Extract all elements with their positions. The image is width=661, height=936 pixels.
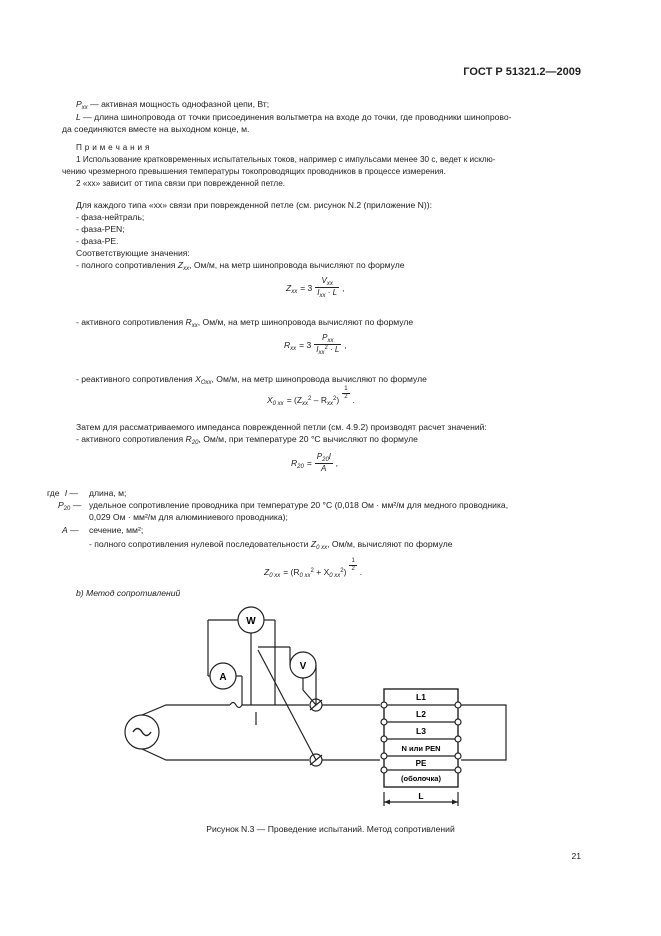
bus-label-l1: L1 <box>416 692 426 702</box>
bus-terminal-n-right <box>455 753 461 759</box>
f5-lhs: Z <box>264 566 270 577</box>
type-item-1: - фаза-нейтраль; <box>76 212 145 222</box>
f2-den-tail: · L <box>330 345 340 354</box>
f1-lhs: Z <box>286 282 292 293</box>
f2-den-sub: xx <box>318 350 325 356</box>
f2-num-sub: xx <box>327 338 334 344</box>
f4-lhs-sub: 20 <box>297 464 304 470</box>
f4-num: P <box>316 452 323 461</box>
where-a-sym: A <box>62 525 68 535</box>
f3-eq: = (Z <box>286 394 303 405</box>
where-p-text-2: 0,029 Ом · мм²/м для алюминиевого проводника); <box>89 512 288 522</box>
calc-r20-pre: - активного сопротивления <box>76 434 186 444</box>
calc-r20-sym: R <box>185 434 192 444</box>
f3-b-sup: 2 <box>333 395 337 402</box>
f3-close: ) <box>336 394 340 405</box>
f3-b-sub: xx <box>327 400 333 407</box>
f1-num: V <box>321 276 327 285</box>
def-l-line2: да соединяются вместе на выходном конце, м. <box>62 124 250 134</box>
busbar-frame <box>384 689 458 787</box>
f5-mid: + X <box>316 566 330 577</box>
notes-title: П р и м е ч а н и я <box>76 143 150 152</box>
type-item-2: - фаза-PEN; <box>76 224 125 234</box>
f1-tail: , <box>342 282 345 293</box>
f5-b-sub: 0 xx <box>329 572 341 579</box>
calc-r-sub: xx <box>191 323 198 329</box>
where-l-text: длина, м; <box>89 488 127 498</box>
f4-den: A <box>321 464 327 473</box>
bus-terminal-l1-right <box>455 702 461 708</box>
calc-x-pre: - реактивного сопротивления <box>76 374 196 384</box>
f5-exp-num: 1 <box>351 558 355 564</box>
pxx-subscript: xx <box>81 105 88 111</box>
f5-a-sub: 0 xx <box>299 572 311 579</box>
f2-den-sup: 2 <box>324 345 328 351</box>
current-coil-1 <box>230 703 242 708</box>
f4-eq: = <box>306 458 312 468</box>
where-p-sub: 20 <box>63 506 71 512</box>
f2-den: I <box>316 345 319 354</box>
where-p-sym: P <box>58 500 64 510</box>
f5-eq: = (R <box>283 566 300 577</box>
f2-eq: = 3 <box>299 339 312 350</box>
where-a-text: сечение, мм²; <box>89 525 144 535</box>
values-intro: Соответствующие значения: <box>76 248 190 258</box>
f2-num: P <box>322 333 328 342</box>
calc-r20-post: , Ом/м, при температуре 20 °С вычисляют по формуле <box>198 434 418 444</box>
f5-tail: . <box>359 566 363 577</box>
z0-pre: - полного сопротивления нулевой последовательности <box>89 539 311 549</box>
where-p-text-1: удельное сопротивление проводника при температуре 20 °С (0,018 Ом · мм²/м для медного проводника, <box>89 500 509 510</box>
calc-z-sub: xx <box>183 266 190 272</box>
wire-source-top <box>142 705 230 715</box>
f3-a-sup: 2 <box>308 395 312 402</box>
l-symbol: L <box>76 112 81 122</box>
calc-x-post: , Ом/м, на метр шинопровода вычисляют по формуле <box>211 374 427 384</box>
f3-exp-den: 2 <box>344 394 348 400</box>
meter-a-label: A <box>219 672 227 683</box>
bus-terminal-l2-right <box>455 719 461 725</box>
figure-caption: Рисунок N.3 — Проведение испытаний. Метод сопротивлений <box>206 824 455 834</box>
wire-source-bottom <box>142 749 309 760</box>
f1-den: I <box>317 288 320 297</box>
bus-label-sheath: (оболочка) <box>401 774 441 783</box>
note-1-line2: чению чрезмерного превышения температуры токопроводящих проводников в процессе измерения. <box>62 167 446 176</box>
where-a-dash: — <box>70 525 79 535</box>
f4-lhs: R <box>291 458 298 468</box>
f5-exp-den: 2 <box>351 566 355 572</box>
z0-sub: 0 xx <box>316 545 328 551</box>
wire-end-short <box>461 705 506 760</box>
calc-r-sym: R <box>185 317 192 327</box>
f3-lhs: X <box>267 394 273 405</box>
dim-arrow-right <box>452 800 458 805</box>
note-1-line1: 1 Использование кратковременных испытательных токов, например с импульсами менее 30 с, ведет к исклю- <box>76 155 496 164</box>
f4-tail: , <box>335 458 338 468</box>
calc-r-pre: - активного сопротивления <box>76 317 186 327</box>
types-intro: Для каждого типа «хх» связи при поврежденной петле (см. рисунок N.2 (приложение N)): <box>76 200 432 210</box>
bus-terminal-l3-left <box>381 736 387 742</box>
f1-den-sub: xx <box>319 293 326 299</box>
f3-exp-num: 1 <box>344 386 348 392</box>
l-text-1: — длина шинопровода от точки присоединения вольтметра на входе до точки, где проводники шинопрово- <box>80 112 512 122</box>
calc-z-sym: Z <box>177 260 184 270</box>
f1-lhs-sub: xx <box>291 288 298 295</box>
ac-wave-icon <box>133 729 151 736</box>
calc-r-post: , Ом/м, на метр шинопровода вычисляют по формуле <box>197 317 414 327</box>
z0-post: , Ом/м, вычисляют по формуле <box>327 539 453 549</box>
f3-lhs-sub: 0 xx <box>272 400 284 407</box>
f5-lhs-sub: 0 xx <box>269 572 281 579</box>
f3-tail: . <box>352 394 355 405</box>
f5-close: ) <box>343 566 347 577</box>
bus-terminal-l1-left <box>381 702 387 708</box>
calc-x-sym: X <box>195 374 201 384</box>
f1-den-tail: · L <box>327 288 338 297</box>
method-label: b) Метод сопротивлений <box>76 588 181 598</box>
z0-sym: Z <box>310 539 317 549</box>
f3-a-sub: xx <box>302 400 309 407</box>
length-label: L <box>418 791 424 801</box>
calc-z-post: , Ом/м, на метр шинопровода вычисляют по формуле <box>189 260 405 270</box>
f2-lhs: R <box>284 339 291 350</box>
f1-eq: = 3 <box>300 282 313 293</box>
calc-z-pre: - полного сопротивления <box>76 260 178 270</box>
where-l-sym: l <box>65 488 67 498</box>
f1-num-sub: xx <box>326 281 333 287</box>
meter-v-label: V <box>299 661 307 672</box>
meter-w-label: W <box>246 616 256 627</box>
bus-label-l2: L2 <box>416 709 426 719</box>
f5-a-sup: 2 <box>310 567 314 574</box>
then-line: Затем для рассматриваемого импеданса поврежденной петли (см. 4.9.2) производят расчет значений: <box>76 422 487 432</box>
bus-terminal-pe-right <box>455 767 461 773</box>
wire-v-diag <box>303 690 316 705</box>
pxx-text: — активная мощность однофазной цепи, Вт; <box>87 99 270 109</box>
bus-terminal-l2-left <box>381 719 387 725</box>
f2-lhs-sub: xx <box>290 345 297 352</box>
f5-b-sup: 2 <box>340 567 344 574</box>
bus-terminal-l3-right <box>455 736 461 742</box>
bus-label-l3: L3 <box>416 726 426 736</box>
calc-r20-sub: 20 <box>191 440 199 446</box>
calc-x-sub: Oxx <box>200 380 212 386</box>
where-lead: где <box>47 488 60 498</box>
where-l-dash: — <box>69 488 78 498</box>
f2-tail: , <box>344 339 347 350</box>
dim-arrow-left <box>384 800 390 805</box>
note-2: 2 «хх» зависит от типа связи при поврежденной петле. <box>76 179 286 188</box>
f3-mid: – R <box>313 394 327 405</box>
bus-terminal-n-left <box>381 753 387 759</box>
bus-label-n-pen: N или PEN <box>401 744 441 753</box>
page-number: 21 <box>571 851 581 861</box>
f4-num-tail: l <box>328 452 331 461</box>
bus-label-pe: PE <box>415 759 427 768</box>
pxx-symbol: P <box>76 99 82 109</box>
bus-terminal-pe-left <box>381 767 387 773</box>
type-item-3: - фаза-РЕ. <box>76 236 119 246</box>
where-p-dash: — <box>72 500 82 510</box>
document-code: ГОСТ Р 51321.2—2009 <box>463 66 581 78</box>
f4-num-sub: 20 <box>322 457 329 463</box>
